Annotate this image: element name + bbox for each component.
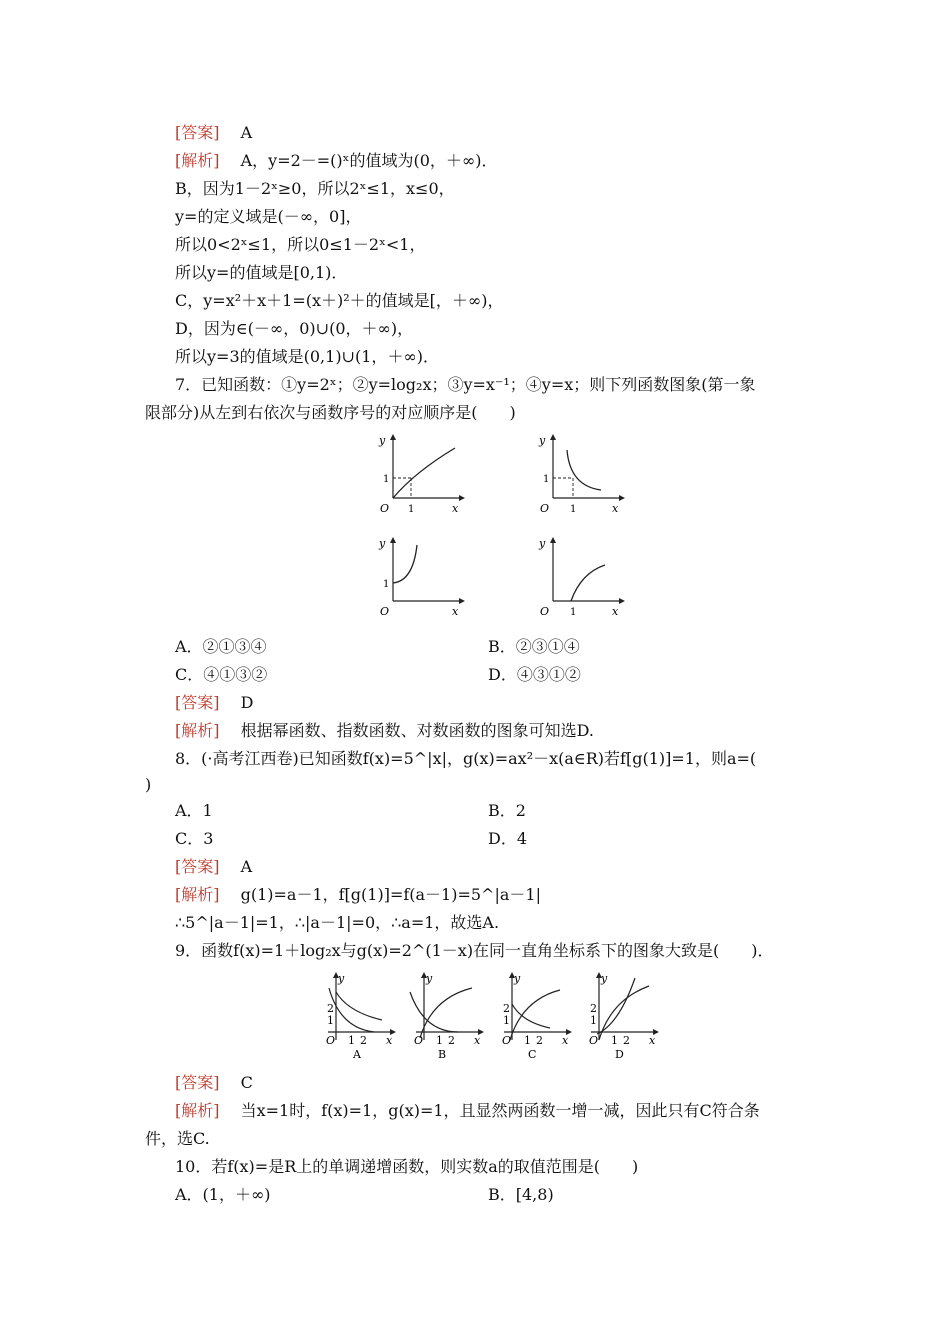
analysis-text: 所以0<2ˣ≤1，所以0≤1－2ˣ<1， — [175, 235, 426, 254]
answer-value: A — [240, 857, 253, 876]
answer-value: C — [240, 1073, 253, 1092]
analysis-tag: [解析] — [175, 1101, 220, 1120]
analysis-line-7 — [175, 720, 594, 742]
tick-label: 2 — [327, 1002, 334, 1015]
x-axis-label: x — [649, 1034, 656, 1047]
option-c: C．3 — [175, 829, 214, 848]
answer-tag: [答案] — [175, 123, 220, 142]
analysis-text: 根据幂函数、指数函数、对数函数的图象可知选D. — [240, 721, 594, 740]
tick-label: 1 — [524, 1034, 531, 1047]
origin-label: O — [540, 502, 550, 515]
option-d: D．④③①② — [488, 665, 581, 684]
origin-label: O — [540, 605, 550, 618]
analysis-text: y=的定义域是(－∞，0]， — [175, 207, 362, 226]
tick-label: 2 — [623, 1034, 630, 1047]
answer-value: D — [240, 693, 254, 712]
graph-9-b — [400, 970, 485, 1062]
analysis-text: 所以y=的值域是[0,1)． — [175, 263, 348, 282]
tick-label: 1 — [570, 607, 577, 618]
tick-label: 2 — [590, 1002, 597, 1015]
analysis-text: A，y=2－=()ˣ的值域为(0，＋∞)． — [240, 151, 498, 170]
option-a: A．(1，＋∞) — [175, 1185, 271, 1204]
answer-line-9 — [175, 1072, 253, 1094]
y-axis-label: y — [601, 972, 608, 985]
tick-label: 2 — [503, 1002, 510, 1015]
option-a: A．②①③④ — [175, 637, 267, 656]
graph-caption: C — [528, 1048, 537, 1061]
graph-7-3 — [355, 533, 465, 618]
y-axis-label: y — [338, 972, 345, 985]
analysis-tag: [解析] — [175, 885, 220, 904]
origin-label: O — [380, 605, 390, 618]
y-axis-label: y — [514, 972, 521, 985]
question-7-line-1: 7．已知函数：①y=2ˣ；②y=log₂x；③y=x⁻¹；④y=x；则下列函数图象(第一象 — [175, 375, 756, 394]
analysis-tag: [解析] — [175, 151, 220, 170]
tick-label: 1 — [327, 1014, 334, 1027]
tick-label: 2 — [448, 1034, 455, 1047]
tick-label: 1 — [543, 474, 550, 485]
analysis-text: ∴5^|a－1|=1，∴|a－1|=0，∴a=1，故选A. — [175, 913, 500, 932]
tick-label: 1 — [436, 1034, 443, 1047]
question-9: 9．函数f(x)=1＋log₂x与g(x)=2^(1－x)在同一直角坐标系下的图象大致是( )． — [175, 941, 774, 960]
question-8-line-2: ) — [145, 775, 152, 794]
origin-label: O — [414, 1034, 424, 1047]
y-axis-label: y — [426, 972, 433, 985]
question-8-line-1: 8．(·高考江西卷)已知函数f(x)=5^|x|，g(x)=ax²－x(a∈R)若f[g(1)]=1，则a=( — [175, 749, 757, 768]
y-axis-label: y — [539, 434, 546, 447]
question-10: 10．若f(x)=是R上的单调递增函数，则实数a的取值范围是( ) — [175, 1157, 639, 1176]
answer-line-7 — [175, 692, 253, 714]
answer-tag: [答案] — [175, 857, 220, 876]
analysis-text: 所以y=3的值域是(0,1)∪(1，＋∞)． — [175, 347, 439, 366]
answer-tag: [答案] — [175, 693, 220, 712]
tick-label: 1 — [570, 504, 577, 515]
tick-label: 1 — [348, 1034, 355, 1047]
graph-caption: D — [615, 1048, 624, 1061]
analysis-text: C，y=x²＋x＋1=(x＋)²＋的值域是[，＋∞)， — [175, 291, 504, 310]
question-7-line-2: 限部分)从左到右依次与函数序号的对应顺序是( ) — [145, 403, 516, 422]
origin-label: O — [326, 1034, 336, 1047]
option-b: B．[4,8) — [488, 1185, 554, 1204]
graph-9-d — [575, 970, 660, 1062]
graph-9-c — [488, 970, 573, 1062]
answer-line-6 — [175, 122, 252, 144]
tick-label: 2 — [536, 1034, 543, 1047]
x-axis-label: x — [562, 1034, 569, 1047]
answer-line-8 — [175, 856, 252, 878]
origin-label: O — [380, 502, 390, 515]
graph-9-a — [312, 970, 397, 1062]
analysis-line-8 — [175, 884, 541, 906]
analysis-line-9 — [175, 1100, 760, 1122]
x-axis-label: x — [612, 605, 619, 618]
option-b: B．2 — [488, 801, 526, 820]
tick-label: 2 — [360, 1034, 367, 1047]
tick-label: 1 — [590, 1014, 597, 1027]
x-axis-label: x — [452, 605, 459, 618]
tick-label: 1 — [611, 1034, 618, 1047]
analysis-text: 当x=1时，f(x)=1，g(x)=1，且显然两函数一增一减，因此只有C符合条 — [240, 1101, 760, 1120]
analysis-text: D，因为∈(－∞，0)∪(0，＋∞)， — [175, 319, 414, 338]
option-c: C．④①③② — [175, 665, 268, 684]
analysis-text: B，因为1－2ˣ≥0，所以2ˣ≤1，x≤0， — [175, 179, 455, 198]
tick-label: 1 — [383, 579, 390, 590]
graph-7-2 — [515, 430, 625, 515]
answer-value: A — [240, 123, 253, 142]
answer-tag: [答案] — [175, 1073, 220, 1092]
tick-label: 1 — [503, 1014, 510, 1027]
tick-label: 1 — [383, 474, 390, 485]
graph-caption: B — [438, 1048, 447, 1061]
graph-7-4 — [515, 533, 625, 618]
option-a: A．1 — [175, 801, 213, 820]
origin-label: O — [502, 1034, 512, 1047]
y-axis-label: y — [379, 434, 386, 447]
analysis-text: 件，选C. — [145, 1129, 210, 1148]
analysis-tag: [解析] — [175, 721, 220, 740]
x-axis-label: x — [386, 1034, 393, 1047]
y-axis-label: y — [379, 537, 386, 550]
analysis-line-6a — [175, 150, 497, 172]
y-axis-label: y — [539, 537, 546, 550]
analysis-text: g(1)=a－1，f[g(1)]=f(a－1)=5^|a－1| — [240, 885, 541, 904]
graph-caption: A — [353, 1048, 361, 1061]
x-axis-label: x — [452, 502, 459, 515]
x-axis-label: x — [612, 502, 619, 515]
option-d: D．4 — [488, 829, 528, 848]
origin-label: O — [589, 1034, 599, 1047]
x-axis-label: x — [474, 1034, 481, 1047]
tick-label: 1 — [408, 504, 415, 515]
graph-7-1 — [355, 430, 465, 515]
option-b: B．②③①④ — [488, 637, 580, 656]
